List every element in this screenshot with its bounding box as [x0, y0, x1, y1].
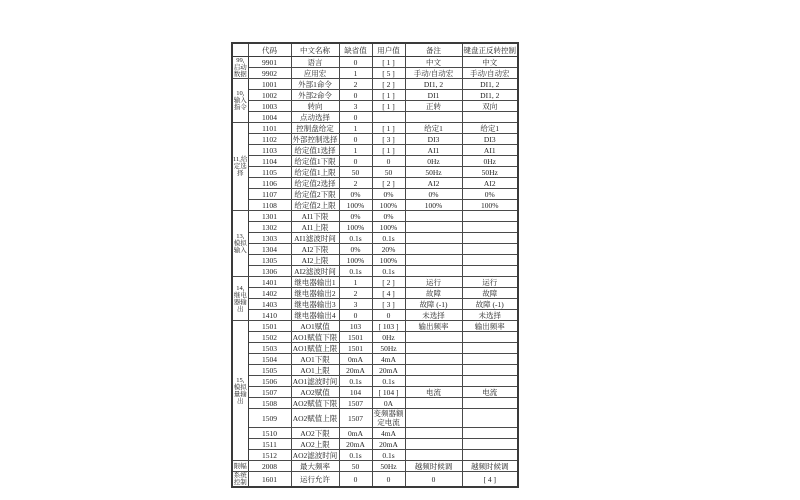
cell-code: 9902 — [248, 68, 291, 79]
cell-user: [ 4 ] — [372, 288, 405, 299]
cell-keypad — [462, 365, 518, 376]
cell-name: 运行允许 — [291, 472, 339, 488]
cell-code: 9901 — [248, 57, 291, 68]
cell-keypad: DI1, 2 — [462, 79, 518, 90]
group-label: 系统控制 — [233, 472, 247, 486]
table-row — [232, 332, 518, 343]
table-row — [232, 299, 518, 310]
table-row — [232, 145, 518, 156]
cell-default: 1507 — [339, 398, 372, 409]
cell-default: 100% — [339, 255, 372, 266]
cell-keypad — [462, 398, 518, 409]
cell-remark — [405, 450, 462, 461]
cell-code: 1506 — [248, 376, 291, 387]
table-row — [232, 266, 518, 277]
cell-code: 1108 — [248, 200, 291, 211]
cell-default: 1 — [339, 68, 372, 79]
cell-default: 3 — [339, 299, 372, 310]
cell-name: AO1上限 — [291, 365, 339, 376]
cell-default: 0% — [339, 211, 372, 222]
cell-remark — [405, 428, 462, 439]
cell-name: 外部1命令 — [291, 79, 339, 90]
cell-default: 0 — [339, 90, 372, 101]
table-body — [232, 57, 518, 488]
cell-default: 0 — [339, 310, 372, 321]
cell-keypad — [462, 266, 518, 277]
cell-name: AI1下限 — [291, 211, 339, 222]
cell-name: 给定值2下限 — [291, 189, 339, 200]
cell-remark: 故障 (-1) — [405, 299, 462, 310]
cell-keypad: 越频时候调 — [462, 461, 518, 472]
cell-code: 1410 — [248, 310, 291, 321]
table-row — [232, 79, 518, 90]
cell-name: AO1下限 — [291, 354, 339, 365]
cell-code: 1303 — [248, 233, 291, 244]
cell-default: 0 — [339, 112, 372, 123]
cell-user: [ 5 ] — [372, 68, 405, 79]
cell-user — [372, 112, 405, 123]
cell-name: 继电器输出3 — [291, 299, 339, 310]
cell-default: 0.1s — [339, 450, 372, 461]
cell-code: 1107 — [248, 189, 291, 200]
cell-default: 0.1s — [339, 376, 372, 387]
table-row — [232, 156, 518, 167]
cell-remark: 100% — [405, 200, 462, 211]
cell-code: 1505 — [248, 365, 291, 376]
cell-remark — [405, 244, 462, 255]
cell-remark: 手动/自动宏 — [405, 68, 462, 79]
cell-default: 0% — [339, 244, 372, 255]
cell-code: 1503 — [248, 343, 291, 354]
header-cell-3: 缺省值 — [339, 43, 372, 57]
cell-name: 给定值2上限 — [291, 200, 339, 211]
table-row — [232, 211, 518, 222]
cell-code: 1305 — [248, 255, 291, 266]
cell-user: 20% — [372, 244, 405, 255]
table-row — [232, 450, 518, 461]
cell-name: 给定值1上限 — [291, 167, 339, 178]
group-label: 11,给定选择 — [232, 123, 248, 211]
cell-remark — [405, 409, 462, 428]
cell-user: 4mA — [372, 428, 405, 439]
cell-code: 2008 — [248, 461, 291, 472]
table-row — [232, 244, 518, 255]
table-row — [232, 178, 518, 189]
cell-user: 100% — [372, 255, 405, 266]
cell-remark: 越频时候调 — [405, 461, 462, 472]
cell-default: 0mA — [339, 428, 372, 439]
table-row — [232, 365, 518, 376]
cell-name: 语言 — [291, 57, 339, 68]
cell-user: [ 1 ] — [372, 57, 405, 68]
cell-remark — [405, 332, 462, 343]
header-cell-5: 备注 — [405, 43, 462, 57]
cell-remark: 0 — [405, 472, 462, 488]
cell-remark: 中文 — [405, 57, 462, 68]
cell-name: 外部2命令 — [291, 90, 339, 101]
table-row — [232, 472, 518, 488]
cell-name: AO2赋值 — [291, 387, 339, 398]
cell-code: 1507 — [248, 387, 291, 398]
cell-keypad — [462, 112, 518, 123]
cell-user: 100% — [372, 200, 405, 211]
table-row — [232, 68, 518, 79]
table-row — [232, 398, 518, 409]
cell-remark — [405, 376, 462, 387]
cell-default: 104 — [339, 387, 372, 398]
cell-code: 1002 — [248, 90, 291, 101]
cell-user: [ 103 ] — [372, 321, 405, 332]
header-cell-2: 中文名称 — [291, 43, 339, 57]
cell-name: 最大频率 — [291, 461, 339, 472]
cell-remark: 正转 — [405, 101, 462, 112]
cell-name: AO2赋值上限 — [291, 409, 339, 428]
cell-keypad: 输出频率 — [462, 321, 518, 332]
table-row — [232, 101, 518, 112]
cell-code: 1504 — [248, 354, 291, 365]
cell-keypad: DI1, 2 — [462, 90, 518, 101]
table-row — [232, 167, 518, 178]
cell-keypad: 50Hz — [462, 167, 518, 178]
cell-remark — [405, 112, 462, 123]
cell-name: 给定值2选择 — [291, 178, 339, 189]
group-label: 限幅 — [233, 462, 247, 470]
cell-default: 0% — [339, 189, 372, 200]
cell-remark — [405, 266, 462, 277]
header-row — [232, 43, 518, 57]
cell-user: 0 — [372, 310, 405, 321]
cell-name: 继电器输出2 — [291, 288, 339, 299]
cell-remark: DI1, 2 — [405, 79, 462, 90]
cell-default: 1 — [339, 277, 372, 288]
cell-code: 1101 — [248, 123, 291, 134]
cell-keypad: 双向 — [462, 101, 518, 112]
cell-user: 0 — [372, 156, 405, 167]
cell-keypad — [462, 354, 518, 365]
cell-name: 转向 — [291, 101, 339, 112]
cell-default: 20mA — [339, 439, 372, 450]
cell-remark: 给定1 — [405, 123, 462, 134]
cell-user: [ 1 ] — [372, 145, 405, 156]
cell-default: 0.1s — [339, 233, 372, 244]
cell-keypad: 手动/自动宏 — [462, 68, 518, 79]
cell-code: 1004 — [248, 112, 291, 123]
cell-default: 0.1s — [339, 266, 372, 277]
table-row — [232, 428, 518, 439]
cell-remark: 故障 — [405, 288, 462, 299]
table-header — [232, 43, 518, 57]
cell-keypad: DI3 — [462, 134, 518, 145]
table-row — [232, 439, 518, 450]
cell-user: [ 1 ] — [372, 101, 405, 112]
cell-name: AO1赋值上限 — [292, 343, 338, 353]
cell-name: AO2下限 — [291, 428, 339, 439]
cell-user: 0.1s — [372, 233, 405, 244]
cell-code: 1106 — [248, 178, 291, 189]
table-row — [232, 461, 518, 472]
cell-user: [ 2 ] — [372, 79, 405, 90]
cell-code: 1302 — [248, 222, 291, 233]
cell-remark — [405, 211, 462, 222]
table-row — [232, 343, 518, 354]
header-cell-4: 用户值 — [372, 43, 405, 57]
table-row — [232, 222, 518, 233]
group-label: 13,模拟输入 — [232, 211, 248, 277]
cell-name: 点动选择 — [291, 112, 339, 123]
cell-remark — [405, 354, 462, 365]
table-row — [232, 200, 518, 211]
cell-keypad: 未选择 — [462, 310, 518, 321]
table-row — [232, 354, 518, 365]
cell-default: 50 — [339, 461, 372, 472]
cell-keypad: 故障 (-1) — [462, 299, 518, 310]
cell-code: 1103 — [248, 145, 291, 156]
cell-user: 0% — [372, 211, 405, 222]
table-row — [232, 123, 518, 134]
cell-remark: 电流 — [405, 387, 462, 398]
cell-name: AO1赋值下限 — [292, 332, 338, 342]
cell-remark — [405, 343, 462, 354]
group-label: 14,继电器输出 — [232, 277, 248, 321]
cell-default: 1501 — [339, 343, 372, 354]
cell-keypad — [462, 450, 518, 461]
cell-user: 0Hz — [372, 332, 405, 343]
cell-user: 50 — [372, 167, 405, 178]
cell-code: 1403 — [248, 299, 291, 310]
table-row — [232, 57, 518, 68]
cell-default: 100% — [339, 200, 372, 211]
cell-remark — [405, 222, 462, 233]
cell-default: 2 — [339, 288, 372, 299]
cell-user: [ 2 ] — [372, 178, 405, 189]
header-cell-0 — [232, 43, 248, 57]
cell-name: AI2下限 — [291, 244, 339, 255]
cell-remark: 未选择 — [405, 310, 462, 321]
cell-user: [ 104 ] — [372, 387, 405, 398]
cell-keypad — [462, 439, 518, 450]
header-cell-6: 键盘正反转控制 — [462, 43, 518, 57]
cell-user: 0.1s — [372, 450, 405, 461]
table-row — [232, 288, 518, 299]
cell-keypad: 给定1 — [462, 123, 518, 134]
cell-name: 继电器输出4 — [291, 310, 339, 321]
cell-keypad — [462, 428, 518, 439]
cell-user: 50Hz — [372, 343, 405, 354]
cell-default: 2 — [339, 79, 372, 90]
cell-default: 0 — [339, 134, 372, 145]
cell-code: 1301 — [248, 211, 291, 222]
cell-name: AI2滤波时间 — [291, 266, 339, 277]
cell-remark: 0% — [405, 189, 462, 200]
cell-default: 0 — [339, 57, 372, 68]
cell-keypad — [462, 222, 518, 233]
table-row — [232, 112, 518, 123]
cell-keypad: 100% — [462, 200, 518, 211]
cell-remark: AI2 — [405, 178, 462, 189]
cell-default: 0 — [339, 156, 372, 167]
cell-name: AI2上限 — [291, 255, 339, 266]
cell-name: AO2滤波时间 — [292, 450, 338, 460]
table-row — [232, 255, 518, 266]
table-row — [232, 409, 518, 428]
cell-user: [ 3 ] — [372, 299, 405, 310]
cell-user: [ 2 ] — [372, 277, 405, 288]
cell-user: 100% — [372, 222, 405, 233]
table-row — [232, 90, 518, 101]
cell-code: 1402 — [248, 288, 291, 299]
cell-keypad: [ 4 ] — [462, 472, 518, 488]
cell-keypad: 运行 — [462, 277, 518, 288]
table-row — [232, 134, 518, 145]
table-row — [232, 233, 518, 244]
cell-remark — [405, 233, 462, 244]
cell-default: 3 — [339, 101, 372, 112]
cell-keypad — [462, 343, 518, 354]
cell-code: 1304 — [248, 244, 291, 255]
cell-name: AI1滤波时间 — [291, 233, 339, 244]
cell-keypad — [462, 409, 518, 428]
cell-user: 0.1s — [372, 266, 405, 277]
cell-remark — [405, 365, 462, 376]
cell-remark: 50Hz — [405, 167, 462, 178]
cell-default: 100% — [339, 222, 372, 233]
cell-default: 1501 — [339, 332, 372, 343]
cell-keypad: 电流 — [462, 387, 518, 398]
cell-user: 0A — [372, 398, 405, 409]
cell-code: 1510 — [248, 428, 291, 439]
cell-remark: 0Hz — [405, 156, 462, 167]
cell-code: 1502 — [248, 332, 291, 343]
cell-user: 20mA — [372, 439, 405, 450]
cell-keypad: 故障 — [462, 288, 518, 299]
table-row — [232, 321, 518, 332]
cell-keypad: AI2 — [462, 178, 518, 189]
cell-user: 0.1s — [372, 376, 405, 387]
cell-keypad: 0Hz — [462, 156, 518, 167]
cell-keypad: AI1 — [462, 145, 518, 156]
cell-user: 50Hz — [372, 461, 405, 472]
cell-code: 1104 — [248, 156, 291, 167]
table-row — [232, 277, 518, 288]
cell-code: 1001 — [248, 79, 291, 90]
cell-name: 外部控制选择 — [292, 134, 338, 144]
cell-code: 1501 — [248, 321, 291, 332]
cell-default: 1 — [339, 123, 372, 134]
cell-keypad: 0% — [462, 189, 518, 200]
cell-name: AO1滤波时间 — [292, 376, 338, 386]
cell-default: 0 — [339, 472, 372, 488]
cell-keypad: 中文 — [462, 57, 518, 68]
cell-keypad — [462, 244, 518, 255]
cell-keypad — [462, 332, 518, 343]
cell-default: 103 — [339, 321, 372, 332]
cell-remark: DI3 — [405, 134, 462, 145]
cell-default: 50 — [339, 167, 372, 178]
cell-remark: 运行 — [405, 277, 462, 288]
cell-user: 20mA — [372, 365, 405, 376]
cell-name: AO1赋值 — [291, 321, 339, 332]
table-row — [232, 310, 518, 321]
cell-name: AI1上限 — [291, 222, 339, 233]
cell-keypad — [462, 233, 518, 244]
cell-remark — [405, 255, 462, 266]
cell-name: 控制盘给定 — [291, 123, 339, 134]
cell-code: 1306 — [248, 266, 291, 277]
cell-code: 1512 — [248, 450, 291, 461]
cell-user: [ 1 ] — [372, 123, 405, 134]
cell-code: 1105 — [248, 167, 291, 178]
group-label: 99,启动数据 — [233, 57, 247, 78]
table-row — [232, 189, 518, 200]
cell-code: 1401 — [248, 277, 291, 288]
cell-code: 1509 — [248, 409, 291, 428]
cell-name: AO2赋值下限 — [292, 398, 338, 408]
cell-name: AO2上限 — [291, 439, 339, 450]
cell-name: 给定值1下限 — [291, 156, 339, 167]
cell-user: 变频器额定电流 — [373, 409, 404, 427]
cell-keypad — [462, 376, 518, 387]
cell-user: 0% — [372, 189, 405, 200]
header-cell-1: 代码 — [248, 43, 291, 57]
cell-keypad — [462, 211, 518, 222]
cell-name: 继电器输出1 — [291, 277, 339, 288]
cell-name: 给定值1选择 — [291, 145, 339, 156]
cell-code: 1511 — [248, 439, 291, 450]
parameter-table — [231, 42, 519, 488]
group-label: 15,模拟量输出 — [232, 321, 248, 461]
cell-remark: 输出频率 — [405, 321, 462, 332]
cell-remark — [405, 398, 462, 409]
table-row — [232, 387, 518, 398]
cell-remark — [405, 439, 462, 450]
group-label: 10,输入指令 — [232, 79, 248, 123]
cell-default: 1507 — [339, 409, 372, 428]
cell-default: 20mA — [339, 365, 372, 376]
cell-code: 1003 — [248, 101, 291, 112]
cell-code: 1508 — [248, 398, 291, 409]
cell-default: 2 — [339, 178, 372, 189]
cell-remark: DI1 — [405, 90, 462, 101]
cell-default: 0mA — [339, 354, 372, 365]
table-row — [232, 376, 518, 387]
cell-code: 1102 — [248, 134, 291, 145]
cell-user: 4mA — [372, 354, 405, 365]
cell-remark: AI1 — [405, 145, 462, 156]
cell-user: [ 1 ] — [372, 90, 405, 101]
cell-user: [ 3 ] — [372, 134, 405, 145]
cell-name: 应用宏 — [291, 68, 339, 79]
cell-default: 1 — [339, 145, 372, 156]
cell-code: 1601 — [248, 472, 291, 488]
cell-keypad — [462, 255, 518, 266]
cell-user: 0 — [372, 472, 405, 488]
